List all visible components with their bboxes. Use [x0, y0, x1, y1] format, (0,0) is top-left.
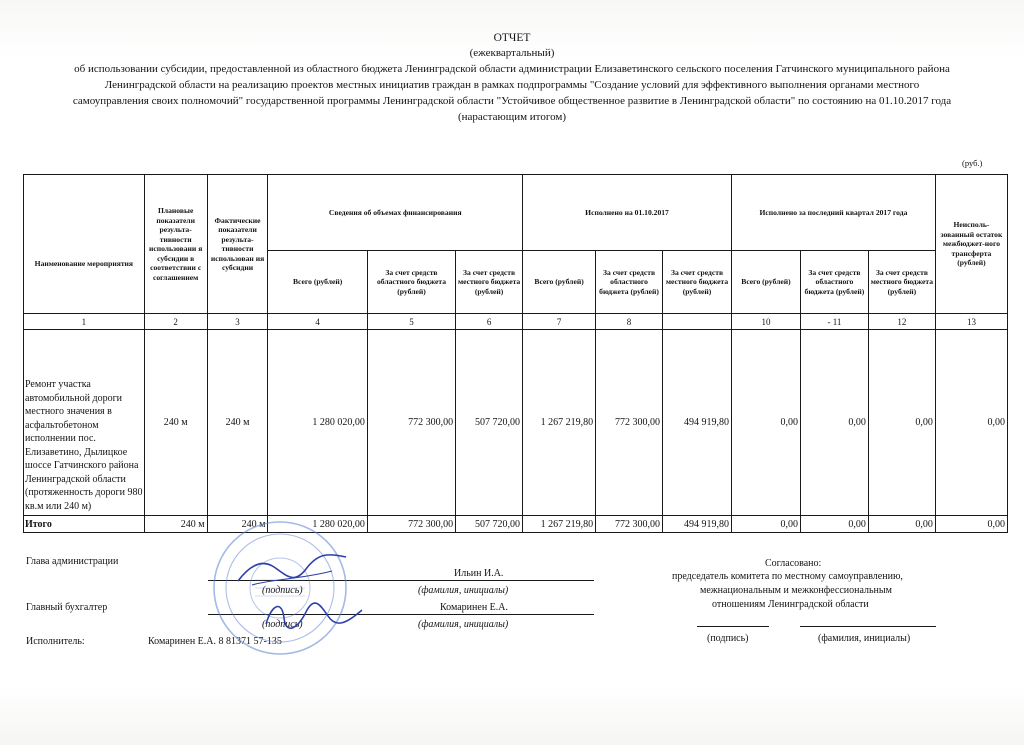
column-number-row	[24, 314, 1008, 330]
header-sub-regional: За счет средств областного бюджета (рублей)	[367, 251, 455, 314]
column-number: 5	[367, 314, 455, 330]
signature-caption: (подпись)	[262, 585, 303, 596]
accountant-label: Главный бухгалтер	[26, 602, 108, 613]
column-number	[663, 314, 732, 330]
signature-caption: (подпись)	[262, 619, 303, 630]
agreed-signature-caption: (подпись)	[707, 633, 749, 644]
value-cell: 0,00	[868, 330, 935, 516]
column-number: 3	[207, 314, 268, 330]
header-sub-total: Всего (рублей)	[268, 251, 367, 314]
value-cell: 507 720,00	[456, 330, 523, 516]
name-caption: (фамилия, инициалы)	[418, 585, 509, 596]
value-cell: 0,00	[800, 330, 868, 516]
executor-label: Исполнитель:	[26, 636, 85, 647]
executor-value: Комаринен Е.А. 8 81371 57-135	[148, 636, 282, 647]
agreed-signature-line	[697, 626, 769, 627]
report-description-line-2: Ленинградской области на реализацию проектов местных инициатив граждан в рамках подпрограммы "Создание условий для эффективного выполнения органами местного	[104, 79, 920, 91]
header-sub-regional: За счет средств областного бюджета (рублей)	[800, 251, 868, 314]
header-quarter-group: Исполнено за последний квартал 2017 года	[731, 175, 935, 251]
report-subtitle: (ежеквартальный)	[469, 47, 555, 59]
column-number: - 11	[800, 314, 868, 330]
header-executed-group: Исполнено на 01.10.2017	[523, 175, 732, 251]
header-sub-local: За счет средств местного бюджета (рублей)	[868, 251, 935, 314]
column-number: 10	[731, 314, 800, 330]
agreed-line-1: председатель комитета по местному самоуправлению,	[672, 571, 903, 582]
total-label: Итого	[24, 516, 145, 533]
event-name-cell: Ремонт участка автомобильной дороги местного значения в асфальтобетоном исполнении пос. Елизаветино, Дылицкое шоссе Гатчинского района Ленинградской области (протяженность дороги 980 кв.м или 240 м)	[24, 330, 145, 516]
header-fact-column: Фактические показатели результа-тивности использован ия субсидии	[207, 175, 268, 314]
column-number: 12	[868, 314, 935, 330]
report-table	[23, 174, 1008, 533]
total-value-cell: 772 300,00	[596, 516, 663, 533]
report-title: ОТЧЕТ	[493, 32, 531, 44]
total-value-cell: 1 267 219,80	[523, 516, 596, 533]
accountant-signature	[258, 594, 368, 634]
report-description-line-1: об использовании субсидии, предоставленной из областного бюджета Ленинградской области администрации Елизаветинского сельского поселения Гатчинского муниципального района	[74, 63, 950, 75]
header-sub-local: За счет средств местного бюджета (рублей)	[456, 251, 523, 314]
total-value-cell: 772 300,00	[367, 516, 455, 533]
accountant-name: Комаринен Е.А.	[440, 602, 509, 613]
agreed-name-caption: (фамилия, инициалы)	[818, 633, 911, 644]
total-value-cell: 1 280 020,00	[268, 516, 367, 533]
header-name-column: Наименование мероприятия	[24, 175, 145, 314]
agreed-name-line	[800, 626, 936, 627]
column-number: 6	[456, 314, 523, 330]
report-header	[20, 0, 1004, 150]
total-value-cell: 240 м	[144, 516, 207, 533]
total-value-cell: 0,00	[935, 516, 1007, 533]
header-sub-total: Всего (рублей)	[731, 251, 800, 314]
column-number: 7	[523, 314, 596, 330]
total-value-cell: 0,00	[868, 516, 935, 533]
header-financing-group: Сведения об объемах финансирования	[268, 175, 523, 251]
header-sub-regional: За счет средств областного бюджета (рублей)	[596, 251, 663, 314]
column-number: 13	[935, 314, 1007, 330]
value-cell: 240 м	[144, 330, 207, 516]
value-cell: 240 м	[207, 330, 268, 516]
report-description-line-3: самоуправления своих полномочий" государственной программы Ленинградской области "Устойчивое общественное развитие в Ленинградской области" по состоянию на 01.10.2017 года	[72, 95, 952, 107]
value-cell: 0,00	[731, 330, 800, 516]
column-number: 2	[144, 314, 207, 330]
value-cell: 772 300,00	[367, 330, 455, 516]
column-number: 1	[24, 314, 145, 330]
value-cell: 772 300,00	[596, 330, 663, 516]
value-cell: 0,00	[935, 330, 1007, 516]
column-number: 4	[268, 314, 367, 330]
report-cumulative-note: (нарастающим итогом)	[457, 111, 566, 123]
total-value-cell: 507 720,00	[456, 516, 523, 533]
head-signature	[232, 545, 352, 595]
total-value-cell: 0,00	[731, 516, 800, 533]
total-value-cell: 494 919,80	[663, 516, 732, 533]
total-value-cell: 0,00	[800, 516, 868, 533]
value-cell: 494 919,80	[663, 330, 732, 516]
table-row	[24, 330, 1008, 516]
head-name: Ильин И.А.	[454, 568, 504, 579]
agreed-label: Согласовано:	[765, 558, 822, 569]
total-row	[24, 516, 1008, 533]
header-sub-total: Всего (рублей)	[523, 251, 596, 314]
agreed-line-3: отношениям Ленинградской области	[712, 599, 869, 610]
column-number: 8	[596, 314, 663, 330]
agreed-line-2: межнациональным и межконфессиональным	[700, 585, 892, 596]
header-unused-column: Неисполь-зованный остаток межбюджет-ного трансферта (рублей)	[935, 175, 1007, 314]
currency-unit: (руб.)	[962, 158, 983, 168]
name-caption: (фамилия, инициалы)	[418, 619, 509, 630]
head-label: Глава администрации	[26, 556, 119, 567]
value-cell: 1 267 219,80	[523, 330, 596, 516]
value-cell: 1 280 020,00	[268, 330, 367, 516]
total-value-cell: 240 м	[207, 516, 268, 533]
header-sub-local: За счет средств местного бюджета (рублей)	[663, 251, 732, 314]
header-plan-column: Плановые показатели результа-тивности использовани я субсидии в соответствии с соглашением	[144, 175, 207, 314]
